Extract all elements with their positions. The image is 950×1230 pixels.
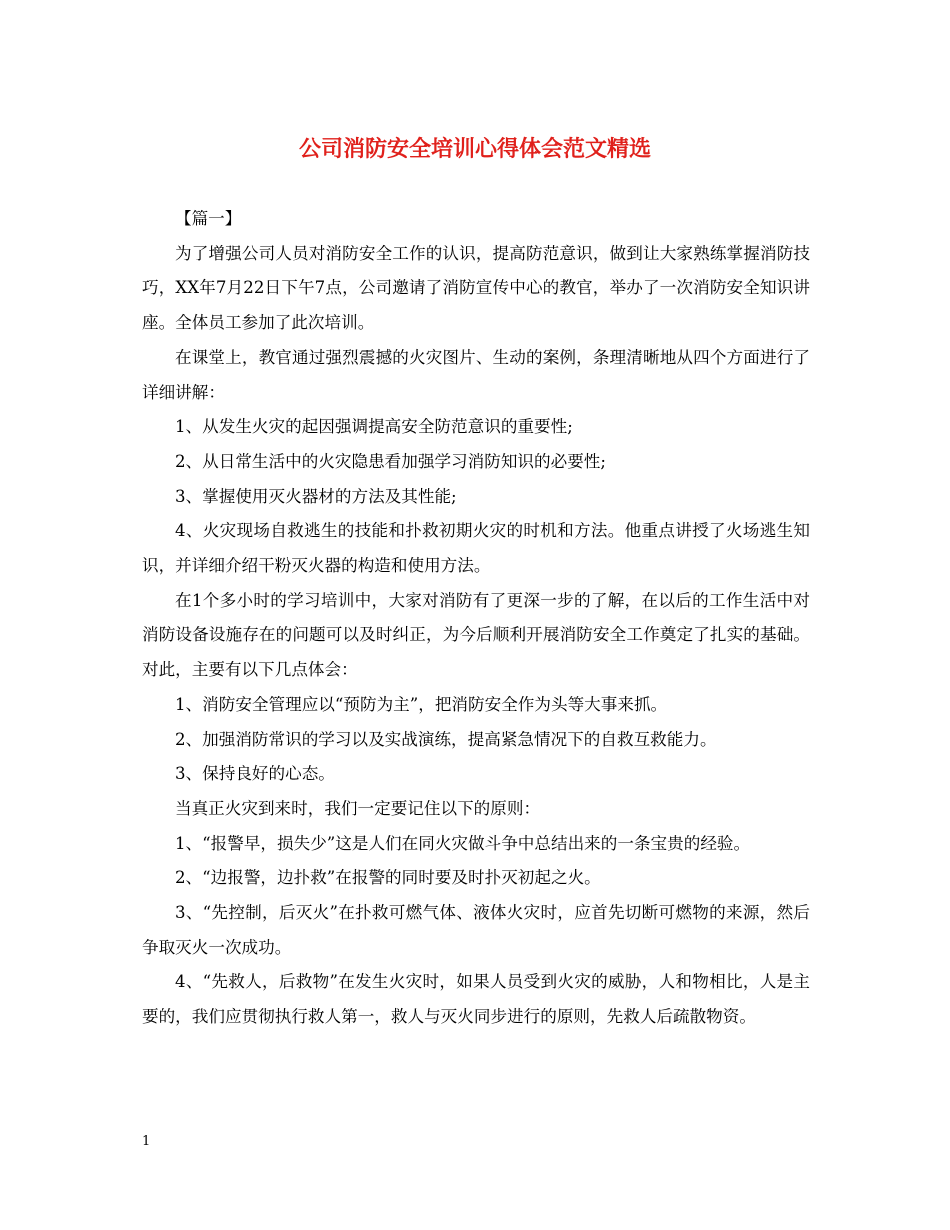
list-item: 1、从发生火灾的起因强调提高安全防范意识的重要性; (175, 417, 573, 437)
paragraph: 在1个多小时的学习培训中，大家对消防有了更深一步的了解，在以后的工作生活中对消防设备设施存在的问题可以及时纠正，为今后顺利开展消防安全工作奠定了扎实的基础。对此，主要有以下几点体会： (142, 590, 810, 680)
list-item: 1、“报警早，损失少”这是人们在同火灾做斗争中总结出来的一条宝贵的经验。 (175, 833, 751, 853)
list-item: 3、保持良好的心态。 (175, 764, 335, 784)
list-item: 4、火灾现场自救逃生的技能和扑救初期火灾的时机和方法。他重点讲授了火场逃生知识，并详细介绍干粉灭火器的构造和使用方法。 (142, 521, 810, 576)
list-item: 2、从日常生活中的火灾隐患看加强学习消防知识的必要性; (175, 451, 606, 471)
list-item: 1、消防安全管理应以“预防为主”，把消防安全作为头等大事来抓。 (175, 694, 668, 714)
section-label: 【篇一】 (175, 209, 242, 228)
paragraph: 为了增强公司人员对消防安全工作的认识，提高防范意识，做到让大家熟练掌握消防技巧，XX年7月22日下午7点，公司邀请了消防宣传中心的教官，举办了一次消防安全知识讲座。全体员工参加了此次培训。 (142, 243, 810, 333)
paragraph: 在课堂上，教官通过强烈震撼的火灾图片、生动的案例，条理清晰地从四个方面进行了详细讲解： (142, 347, 810, 402)
list-item: 2、加强消防常识的学习以及实战演练，提高紧急情况下的自救互救能力。 (175, 729, 717, 749)
paragraph: 当真正火灾到来时，我们一定要记住以下的原则： (175, 798, 541, 818)
list-item: 3、“先控制，后灭火”在扑救可燃气体、液体火灾时，应首先切断可燃物的来源，然后争取灭火一次成功。 (142, 903, 810, 957)
list-item: 3、掌握使用灭火器材的方法及其性能; (175, 486, 457, 506)
page-number: 1 (142, 1134, 151, 1149)
list-item: 4、“先救人，后救物”在发生火灾时，如果人员受到火灾的威胁，人和物相比，人是主要的，我们应贯彻执行救人第一，救人与灭火同步进行的原则，先救人后疏散物资。 (142, 972, 810, 1027)
document-body (142, 202, 810, 1035)
document-title: 公司消防安全培训心得体会范文精选 (298, 136, 651, 162)
list-item: 2、“边报警，边扑救”在报警的同时要及时扑灭初起之火。 (175, 868, 601, 888)
